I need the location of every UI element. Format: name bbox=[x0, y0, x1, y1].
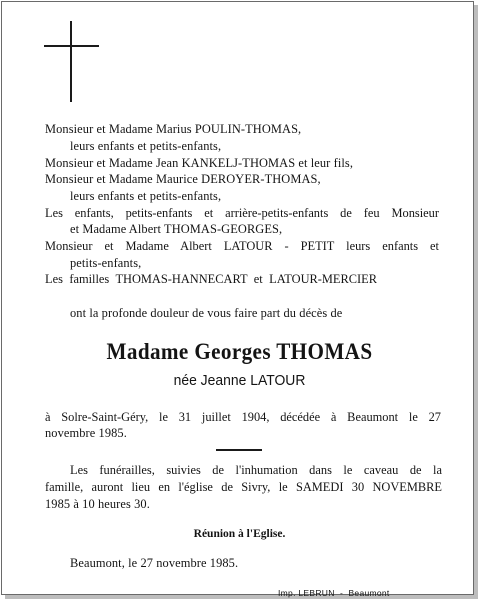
family-line: Monsieur et Madame Albert LATOUR - PETIT leurs enfants et bbox=[45, 239, 439, 253]
funeral-line: 1985 à 10 heures 30. bbox=[45, 497, 150, 511]
family-line: Monsieur et Madame Maurice DEROYER-THOMAS, bbox=[45, 172, 321, 186]
cross-icon bbox=[70, 21, 72, 102]
meeting-note: Réunion à l'Eglise. bbox=[193, 528, 286, 540]
separator bbox=[216, 449, 262, 451]
family-line: leurs enfants et petits-enfants, bbox=[70, 189, 222, 203]
birth-death-line: novembre 1985. bbox=[45, 426, 127, 440]
family-line: leurs enfants et petits-enfants, bbox=[70, 139, 222, 153]
family-line: petits-enfants, bbox=[70, 256, 142, 270]
family-line: Les familles THOMAS-HANNECART et LATOUR-MERCIER bbox=[45, 272, 377, 286]
funeral-line: famille, auront lieu en l'église de Sivry, le SAMEDI 30 NOVEMBRE bbox=[45, 480, 442, 494]
place-date: Beaumont, le 27 novembre 1985. bbox=[70, 556, 239, 570]
deceased-name: Madame Georges THOMAS bbox=[106, 339, 373, 364]
deceased-maiden-name: née Jeanne LATOUR bbox=[173, 373, 306, 389]
birth-death-line: à Solre-Saint-Géry, le 31 juillet 1904, décédée à Beaumont le 27 bbox=[45, 410, 441, 424]
cross-icon-bar bbox=[44, 45, 99, 47]
printer-credit: Imp. LEBRUN - Beaumont bbox=[278, 588, 390, 598]
family-line: Monsieur et Madame Jean KANKELJ-THOMAS et leur fils, bbox=[45, 156, 354, 170]
family-line: Les enfants, petits-enfants et arrière-petits-enfants de feu Monsieur bbox=[45, 206, 439, 220]
family-line: Monsieur et Madame Marius POULIN-THOMAS, bbox=[45, 122, 302, 136]
family-line: et Madame Albert THOMAS-GEORGES, bbox=[70, 222, 283, 236]
announcement: ont la profonde douleur de vous faire part du décès de bbox=[70, 306, 343, 320]
funeral-line: Les funérailles, suivies de l'inhumation dans le caveau de la bbox=[70, 463, 442, 477]
